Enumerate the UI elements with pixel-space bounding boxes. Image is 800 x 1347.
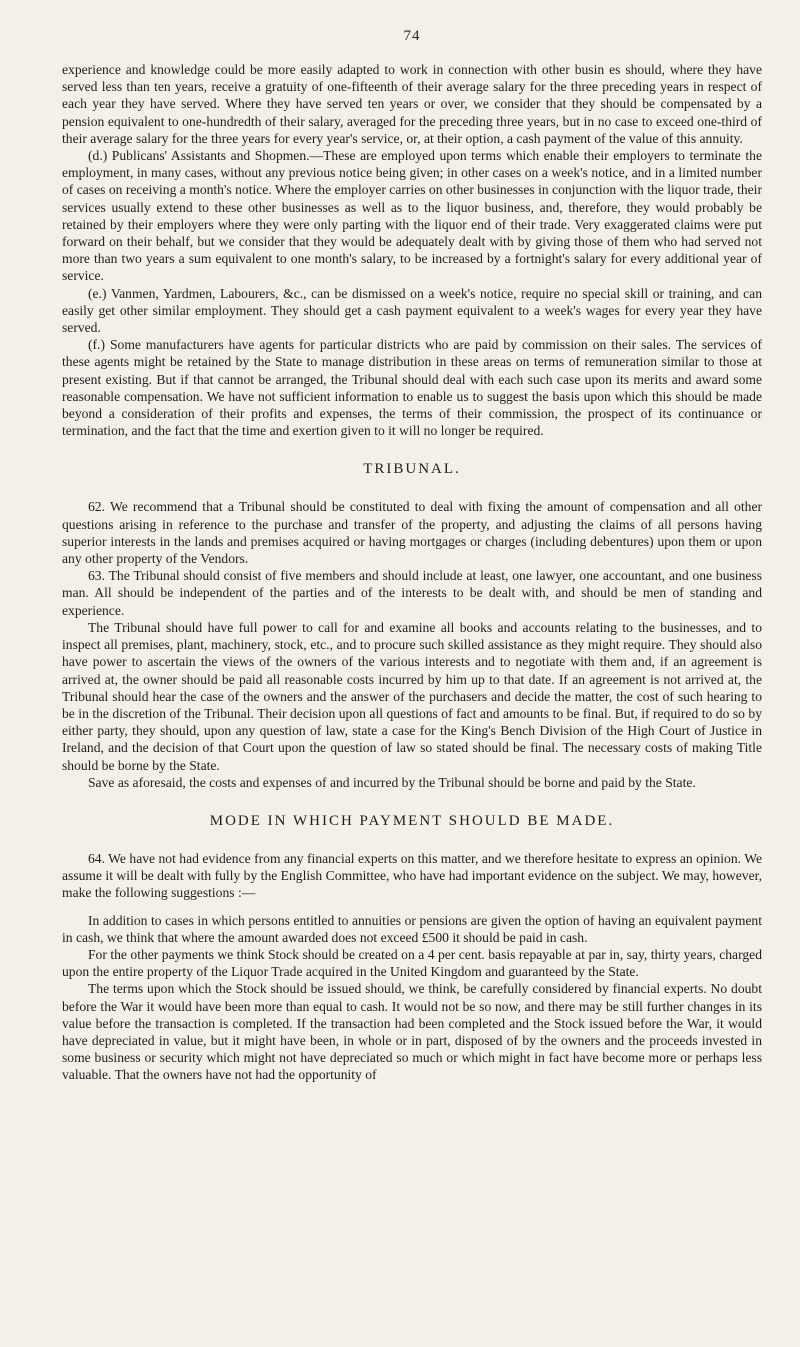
paragraph-62: 62. We recommend that a Tribunal should be constituted to deal with fixing the amount of compensation and all other questions arising in reference to the purchase and transfer of the property, and adjusting the claims of all persons having superior interests in the lands and premises acquired or having mortgages or charges (including debentures) upon them or upon any other property of the Vendors.: [62, 499, 762, 567]
paragraph-agents: (f.) Some manufacturers have agents for particular districts who are paid by commission on their sales. The services of these agents might be retained by the State to manage distribution in these areas on terms of remuneration similar to those at present existing. But if that cannot be arranged, the Tribunal should deal with each such case upon its merits and award some reasonable compensation. We have not sufficient information to enable us to suggest the basis upon which this should be made beyond a consideration of their profits and expenses, the terms of their commission, the prospect of its continuance or termination, and the fact that the time and exertion given to it will no longer be required.: [62, 337, 762, 439]
section-heading-payment: MODE IN WHICH PAYMENT SHOULD BE MADE.: [209, 812, 615, 829]
paragraph-stock-terms: The terms upon which the Stock should be issued should, we think, be carefully considered by financial experts. No doubt before the War it would have been more than equal to cash. It would not be so now, and there may be still further changes in its value before the transaction is completed. If the transaction had been completed and the Stock issued before the War, it would have depreciated in value, but it might have been, in whole or in part, disposed of by the owners and the proceeds invested in some business or security which might not have depreciated so much or which might in fact have become more or perhaps less valuable. That the owners have not had the opportunity of: [62, 981, 762, 1083]
paragraph-63: 63. The Tribunal should consist of five members and should include at least, one lawyer, one accountant, and one business man. All should be independent of the parties and of the interests to be dealt with, and should be men of standing and experience.: [62, 568, 762, 618]
paragraph-costs: Save as aforesaid, the costs and expenses of and incurred by the Tribunal should be borne and paid by the State.: [88, 774, 696, 790]
paragraph-cash-option: In addition to cases in which persons entitled to annuities or pensions are given the option of having an equivalent payment in cash, we think that where the amount awarded does not exceed £500 it should be paid in cash.: [62, 912, 762, 945]
paragraph-64: 64. We have not had evidence from any financial experts on this matter, and we therefore hesitate to express an opinion. We assume it will be dealt with fully by the English Committee, who have had important evidence on the subject. We may, however, make the following suggestions :—: [62, 850, 762, 901]
paragraph-publicans-assistants: (d.) Publicans' Assistants and Shopmen.—These are employed upon terms which enable their employers to terminate the employment, in many cases, without any previous notice being given; in other cases on a week's notice, and in a limited number of cases on receiving a month's notice. Where the employer carries on other businesses in conjunction with the liquor trade, their services usually extend to these other businesses as well as to the liquor business, and, therefore, they would probably be retained by their employers where they were only parting with the liquor end of their trade. Very exaggerated claims were put forward on their behalf, but we consider that they would be adequately dealt with by giving those of them who had served not more than two years a sum equivalent to one month's salary, to be increased by a fortnight's salary for every additional year of service.: [62, 148, 762, 284]
paragraph-tribunal-powers: The Tribunal should have full power to call for and examine all books and accounts relating to the businesses, and to inspect all premises, plant, machinery, stock, etc., and to procure such skilled assistance as they might require. They should also have power to ascertain the views of the owners of the various interests and to negotiate with them and, if an agreement is arrived at, the owner should be paid all reasonable costs incurred by him up to that date. If an agreement is not arrived at, the Tribunal should hear the case of the owners and the answer of the purchasers and decide the matter, the cost of such hearing to be in the discretion of the Tribunal. Their decision upon all questions of fact and amounts to be final. But, if required to do so by either party, they should, upon any question of law, state a case for the King's Bench Division of the High Court of Justice in Ireland, and the decision of that Court upon the question of law so stated should be final. The necessary costs of making Title should be borne by the State.: [62, 619, 762, 773]
paragraph-vanmen: (e.) Vanmen, Yardmen, Labourers, &c., can be dismissed on a week's notice, require no special skill or training, and can easily get other similar employment. They should get a cash payment equivalent to a week's wages for every year they have served.: [62, 285, 762, 336]
section-heading-tribunal: TRIBUNAL.: [363, 461, 461, 478]
paragraph-stock: For the other payments we think Stock should be created on a 4 per cent. basis repayable at par in, say, thirty years, charged upon the entire property of the Liquor Trade acquired in the United Kingdom and guaranteed by the State.: [62, 946, 762, 980]
page-number: 74: [403, 28, 421, 44]
paragraph-continuation: experience and knowledge could be more easily adapted to work in connection with other busin es should, where they have served less than ten years, receive a gratuity of one-fifteenth of their average salary for the three preceding years in respect of each year they have served. Where they have served ten years or over, we consider that they should be compensated by a pension equivalent to one-hundredth of their salary, averaged for the preceding three years, but in no case to exceed one-third of their average salary for the three years for every year's service, or, at their option, a cash payment of the value of this annuity.: [62, 62, 762, 146]
document-page: [62, 28, 762, 1084]
paragraph-gap: [62, 902, 762, 912]
